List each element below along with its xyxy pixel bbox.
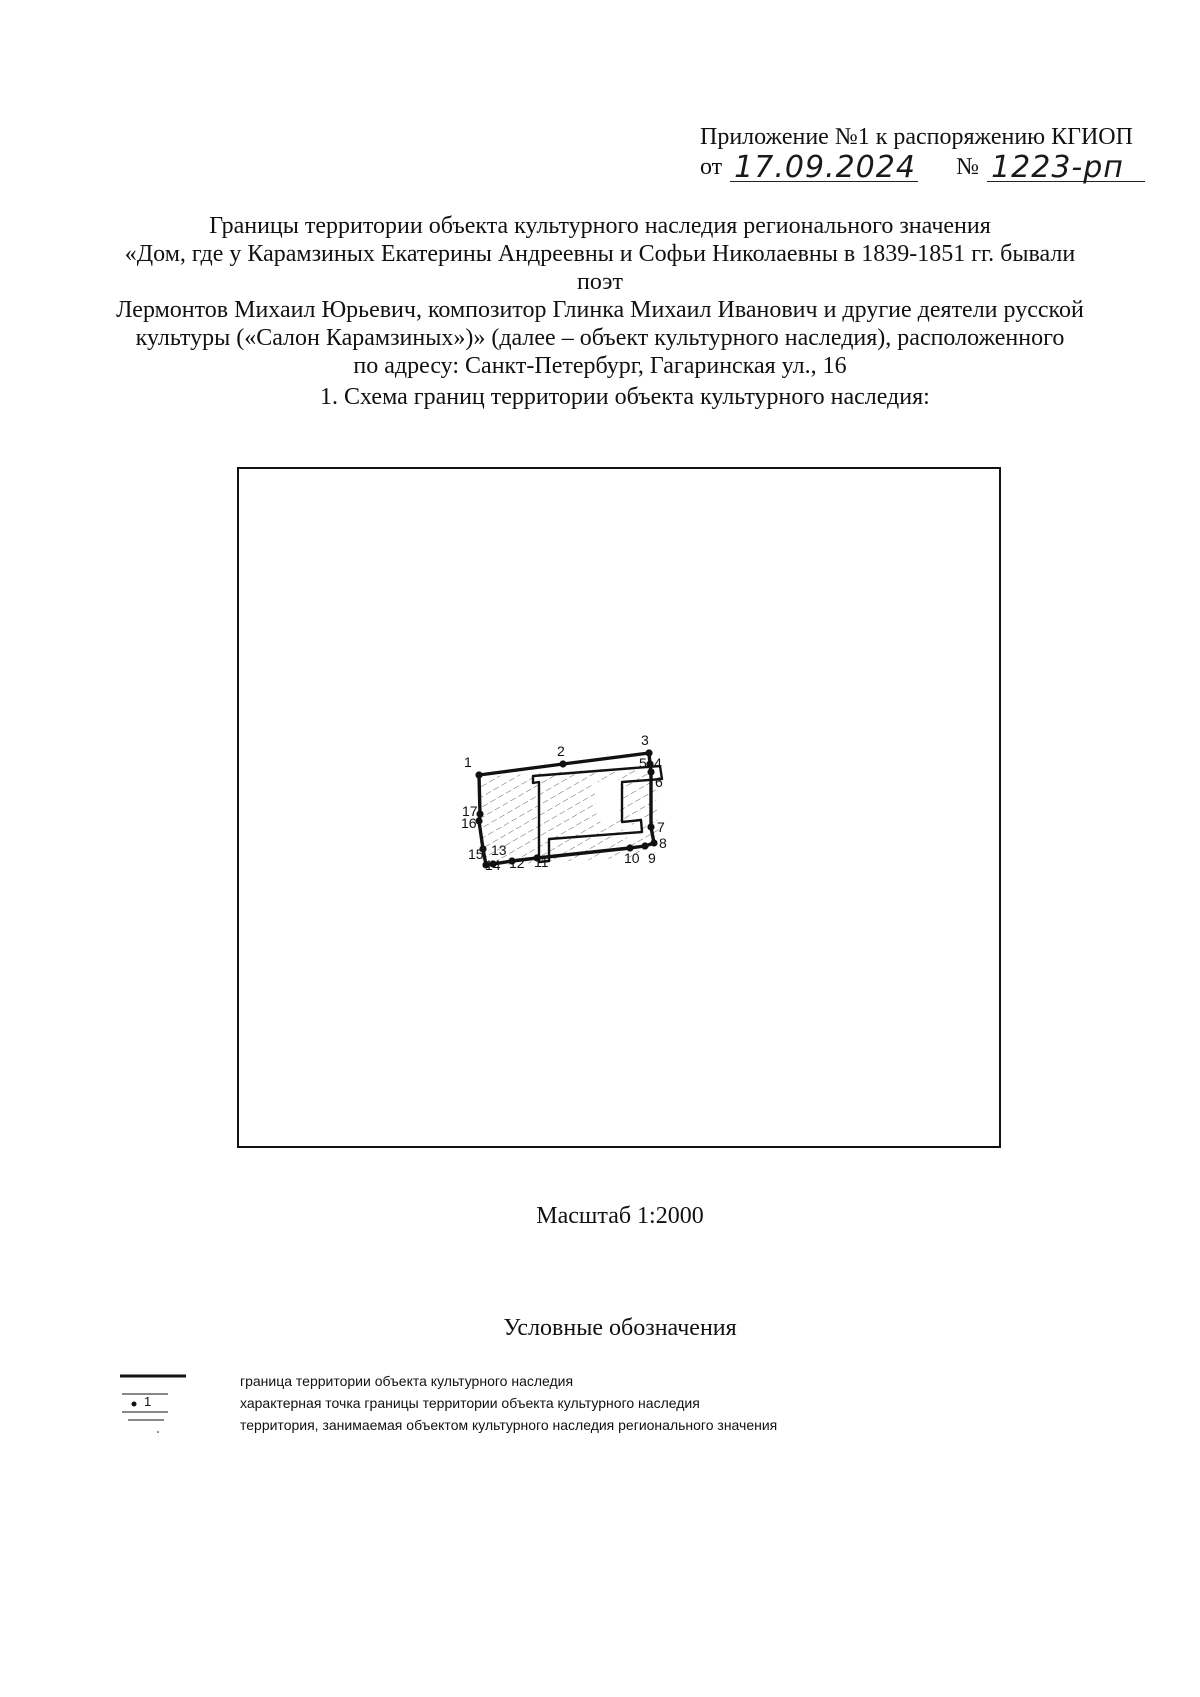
point-label-16: 16: [461, 815, 477, 831]
point-label-12: 12: [509, 855, 525, 871]
point-label-13: 13: [491, 842, 507, 858]
boundary-point-symbol: [118, 1392, 188, 1414]
handwritten-number: 1223-рп: [987, 155, 1145, 182]
legend-text-territory: территория, занимаемая объектом культурного наследия регионального значения: [240, 1417, 778, 1433]
number-label: №: [956, 154, 980, 180]
from-label: от: [700, 154, 723, 180]
appendix-header: [700, 122, 1160, 185]
title-line-5: по адресу: Санкт-Петербург, Гагаринская ул., 16: [353, 353, 847, 379]
boundary-point-1: [475, 771, 482, 778]
point-label-17: 17: [462, 803, 478, 819]
boundary-scheme-map: [237, 467, 1001, 1148]
point-label-15: 15: [468, 846, 484, 862]
legend-point-number: 1: [144, 1394, 152, 1409]
handwritten-date: 17.09.2024: [730, 155, 918, 182]
document-title: [100, 212, 1100, 380]
point-label-3: 3: [641, 732, 649, 748]
point-label-14: 14: [485, 857, 501, 873]
appendix-title: Приложение №1 к распоряжению КГИОП: [700, 124, 1133, 150]
point-label-9: 9: [648, 850, 656, 866]
legend-text-boundary: граница территории объекта культурного наследия: [240, 1373, 574, 1389]
point-label-4: 4: [654, 755, 662, 771]
title-line-1: Границы территории объекта культурного наследия регионального значения: [209, 213, 991, 239]
point-label-5: 5: [639, 755, 647, 771]
point-label-10: 10: [624, 850, 640, 866]
legend: [118, 1370, 1118, 1436]
boundary-point-4: [646, 760, 653, 767]
point-label-7: 7: [657, 819, 665, 835]
point-label-6: 6: [655, 774, 663, 790]
legend-title: Условные обозначения: [503, 1315, 737, 1341]
map-svg: [239, 469, 999, 1146]
point-label-11: 11: [534, 854, 549, 870]
boundary-point-2: [559, 760, 566, 767]
section-heading: 1. Схема границ территории объекта культурного наследия:: [320, 384, 930, 410]
boundary-point-7: [647, 823, 654, 830]
map-scale: Масштаб 1:2000: [536, 1203, 704, 1229]
legend-text-point: характерная точка границы территории объекта культурного наследия: [240, 1395, 700, 1411]
boundary-point-8: [650, 839, 657, 846]
title-line-4: культуры («Салон Карамзиных»)» (далее – объект культурного наследия), расположенного: [135, 325, 1065, 351]
point-label-2: 2: [557, 743, 565, 759]
legend-row-territory: [118, 1414, 1118, 1436]
title-line-3: Лермонтов Михаил Юрьевич, композитор Глинка Михаил Иванович и другие деятели русской: [116, 297, 1084, 323]
territory-symbol: [118, 1414, 188, 1436]
point-label-8: 8: [659, 835, 667, 851]
boundary-line-symbol: [118, 1370, 188, 1392]
legend-row-point: [118, 1392, 1118, 1414]
appendix-date-number: [700, 150, 1160, 185]
boundary-point-9: [641, 842, 648, 849]
point-label-1: 1: [464, 754, 472, 770]
legend-row-boundary: [118, 1370, 1118, 1392]
title-line-2: «Дом, где у Карамзиных Екатерины Андреевны и Софьи Николаевны в 1839-1851 гг. бывали поэт: [124, 241, 1076, 295]
